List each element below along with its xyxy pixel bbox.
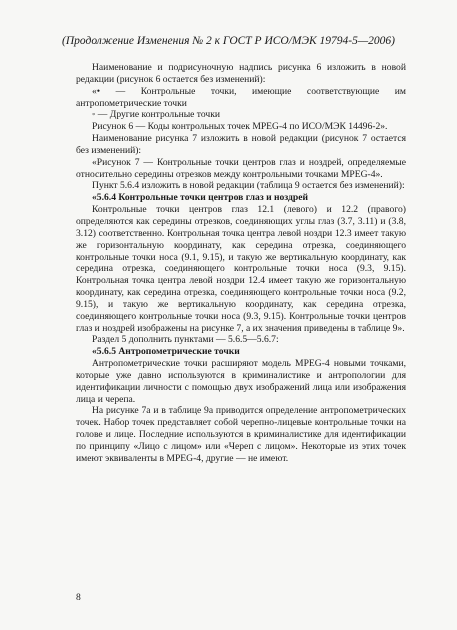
section-heading: «5.6.4 Контрольные точки центров глаз и ноздрей	[92, 192, 308, 204]
document-body	[76, 62, 406, 465]
paragraph: Раздел 5 дополнить пунктами — 5.6.5—5.6.7:	[92, 334, 279, 346]
paragraph: Наименование рисунка 7 изложить в новой редакции (рисунок 7 остается без изменений):	[76, 133, 406, 156]
paragraph: Контрольные точки центров глаз 12.1 (левого) и 12.2 (правого) определяются как середины отрезков, соединяющих углы глаз (3.7, 3.11) и (3.8, 3.12) соответственно. Контрольная точка центра левой ноздри 12.3 имеет такую же горизонтальную координату, как середина отрезка, соединяющего контрольные точки носа (9.1, 9.15), и такую же вертикальную координату, как середина отрезка, соединяющего контрольные точки носа (9.3, 9.15). Контрольная точка центра левой ноздри 12.4 имеет такую же горизонтальную координату, как середина отрезка, соединяющего контрольные точки носа (9.2, 9.15), и такую же вертикальную координату, как середина отрезка, соединяющего контрольные точки носа (9.3, 9.15). Контрольные точки центров глаз и ноздрей изображены на рисунке 7, а их значения приведены в таблице 9».	[76, 204, 406, 334]
paragraph: Наименование и подрисуночную надпись рисунка 6 изложить в новой редакции (рисунок 6 остается без изменений):	[76, 62, 406, 85]
figure-caption: Рисунок 6 — Коды контрольных точек MPEG-4 по ИСО/МЭК 14496-2».	[92, 121, 388, 133]
paragraph: ◦ — Другие контрольные точки	[92, 109, 221, 121]
page-number: 8	[76, 592, 81, 603]
paragraph: «• — Контрольные точки, имеющие соответствующие им антропометрические точки	[76, 85, 406, 109]
paragraph: На рисунке 7а и в таблице 9а приводится определение антропометрических точек. Набор точек представляет собой черепно-лицевые контрольные точки на голове и лице. Последние используются в криминалистике для идентификации по принципу «Лицо с лицом» или «Череп с лицом». Некоторые из этих точек имеют эквиваленты в MPEG-4, другие — не имеют.	[76, 405, 406, 464]
figure-caption: «Рисунок 7 — Контрольные точки центров глаз и ноздрей, определяемые относительно середины отрезков между контрольными точками MPEG-4».	[76, 156, 406, 180]
paragraph: Антропометрические точки расширяют модель MPEG-4 новыми точками, которые уже давно используются в криминалистике и антропологии для идентификации личности с помощью двух изображений лица или изображения лица и черепа.	[76, 358, 406, 405]
section-heading: «5.6.5 Антропометрические точки	[92, 346, 240, 358]
paragraph: Пункт 5.6.4 изложить в новой редакции (таблица 9 остается без изменений):	[92, 180, 405, 192]
page-header: (Продолжение Изменения № 2 к ГОСТ Р ИСО/МЭК 19794-5—2006)	[62, 35, 395, 47]
